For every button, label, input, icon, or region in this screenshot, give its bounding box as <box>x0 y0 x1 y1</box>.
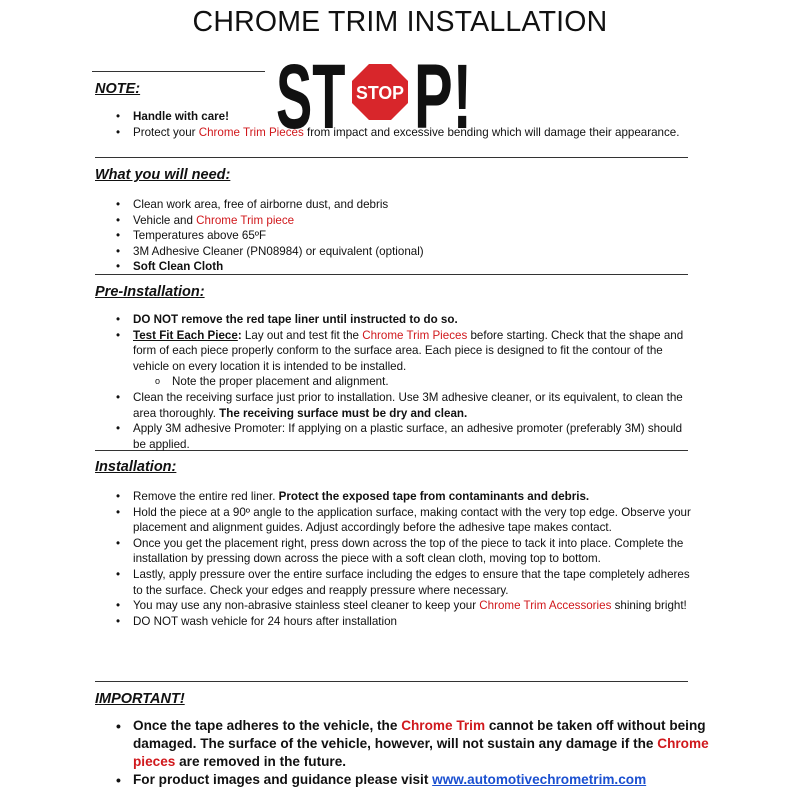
list-item <box>95 717 715 771</box>
divider <box>95 681 688 682</box>
text-segment: DO NOT wash vehicle for 24 hours after installation <box>133 614 397 628</box>
section-what-you-will-need <box>95 167 695 275</box>
text-segment: Clean work area, free of airborne dust, and debris <box>133 198 389 211</box>
bullet-list <box>95 489 695 629</box>
text-segment: before starting. Check that the shape and form of each piece properly conform to the surface area. Each piece is designed to fit the contour of the vehicle on every location it is intended to be installed. <box>133 328 684 373</box>
section-heading: Installation: <box>95 459 177 475</box>
text-segment: The receiving surface must be dry and clean. <box>219 406 468 420</box>
svg-text:STOP: STOP <box>356 83 404 103</box>
bullet-list <box>95 197 695 275</box>
bullet-list <box>95 109 695 140</box>
text-segment: shining bright! <box>611 599 687 613</box>
website-link[interactable]: www.automotivechrometrim.com <box>432 772 647 787</box>
text-segment: Protect your <box>133 125 199 139</box>
list-item <box>95 489 695 505</box>
highlighted-text: Chrome Trim Pieces <box>362 328 468 342</box>
text-segment: Handle with care! <box>133 110 229 123</box>
list-item <box>95 567 695 598</box>
highlighted-text: Chrome Trim Pieces <box>198 125 304 139</box>
section-heading: NOTE: <box>95 81 141 97</box>
section-installation <box>95 459 695 629</box>
list-item <box>95 536 695 567</box>
bullet-list <box>95 717 715 789</box>
list-item <box>95 328 695 375</box>
text-segment: DO NOT remove the red tape liner until instructed to do so. <box>133 313 458 326</box>
list-item <box>95 505 695 536</box>
list-item <box>95 598 695 614</box>
list-item <box>95 197 695 213</box>
list-item <box>95 614 695 630</box>
section-heading: Pre-Installation: <box>95 284 205 300</box>
text-segment: Remove the entire red liner. <box>133 490 279 503</box>
divider <box>92 71 265 72</box>
text-segment: Note the proper placement and alignment. <box>172 375 389 389</box>
text-segment: from impact and excessive bending which will damage their appearance. <box>303 125 680 139</box>
text-segment: Protect the exposed tape from contaminants and debris. <box>278 490 590 503</box>
text-segment: Hold the piece at a 90º angle to the application surface, making contact with the very top edge. Observe your placement and alignment guides. Adjust accordingly before the adhesive tape makes contact. <box>133 505 691 535</box>
highlighted-text: Chrome Trim piece <box>196 213 295 227</box>
text-segment: Clean the receiving surface just prior to installation. Use 3M adhesive cleaner, or its equivalent, to clean the area thoroughly. <box>133 390 683 420</box>
text-segment: Soft Clean Cloth <box>133 260 224 274</box>
text-segment: Lay out and test fit the <box>241 328 363 342</box>
text-segment: Apply 3M adhesive Promoter: If applying on a plastic surface, an adhesive promoter (preferably 3M) should be applied. <box>133 422 683 451</box>
page-title: CHROME TRIM INSTALLATION <box>192 6 608 38</box>
text-segment: You may use any non-abrasive stainless steel cleaner to keep your <box>133 599 480 613</box>
list-item <box>95 125 695 141</box>
text-segment: are removed in the future. <box>175 754 347 769</box>
highlighted-text: Chrome pieces <box>133 736 709 769</box>
list-item <box>95 374 695 390</box>
list-item <box>95 259 695 275</box>
text-segment: Temperatures above 65ºF <box>133 229 267 243</box>
svg-text:ST: ST <box>276 46 346 149</box>
svg-text:P!: P! <box>414 46 472 148</box>
divider <box>95 157 688 158</box>
text-segment: Test Fit Each Piece <box>133 328 238 342</box>
list-item <box>95 771 715 789</box>
text-segment: Once the tape adheres to the vehicle, the <box>133 718 402 733</box>
list-item <box>95 109 695 125</box>
text-segment: Lastly, apply pressure over the entire surface including the edges to ensure that the tape completely adheres to the surface. Check your edges and reapply pressure where necessary. <box>133 567 690 597</box>
section-pre-installation <box>95 284 695 452</box>
bullet-list <box>95 312 695 452</box>
list-item <box>95 421 695 452</box>
text-segment: 3M Adhesive Cleaner (PN08984) or equivalent (optional) <box>133 244 424 258</box>
section-heading: IMPORTANT! <box>95 691 185 707</box>
highlighted-text: Chrome Trim Accessories <box>479 599 612 613</box>
text-segment: For product images and guidance please visit <box>133 772 433 787</box>
text-segment: cannot be taken off without being damaged. The surface of the vehicle, however, will not sustain any damage if the <box>133 718 706 751</box>
section-heading: What you will need: <box>95 167 231 183</box>
section-important <box>95 691 715 789</box>
list-item <box>95 228 695 244</box>
section-note <box>95 81 695 140</box>
text-segment: Once you get the placement right, press down across the top of the piece to tack it into place. Complete the installation by pressing down across the piece with a soft clean cloth, moving top to bottom. <box>133 536 684 566</box>
text-segment: : <box>237 328 242 342</box>
list-item <box>95 312 695 328</box>
text-segment: Vehicle and <box>133 213 197 227</box>
list-item <box>95 213 695 229</box>
list-item <box>95 244 695 260</box>
list-item <box>95 390 695 421</box>
highlighted-text: Chrome Trim <box>401 718 486 733</box>
